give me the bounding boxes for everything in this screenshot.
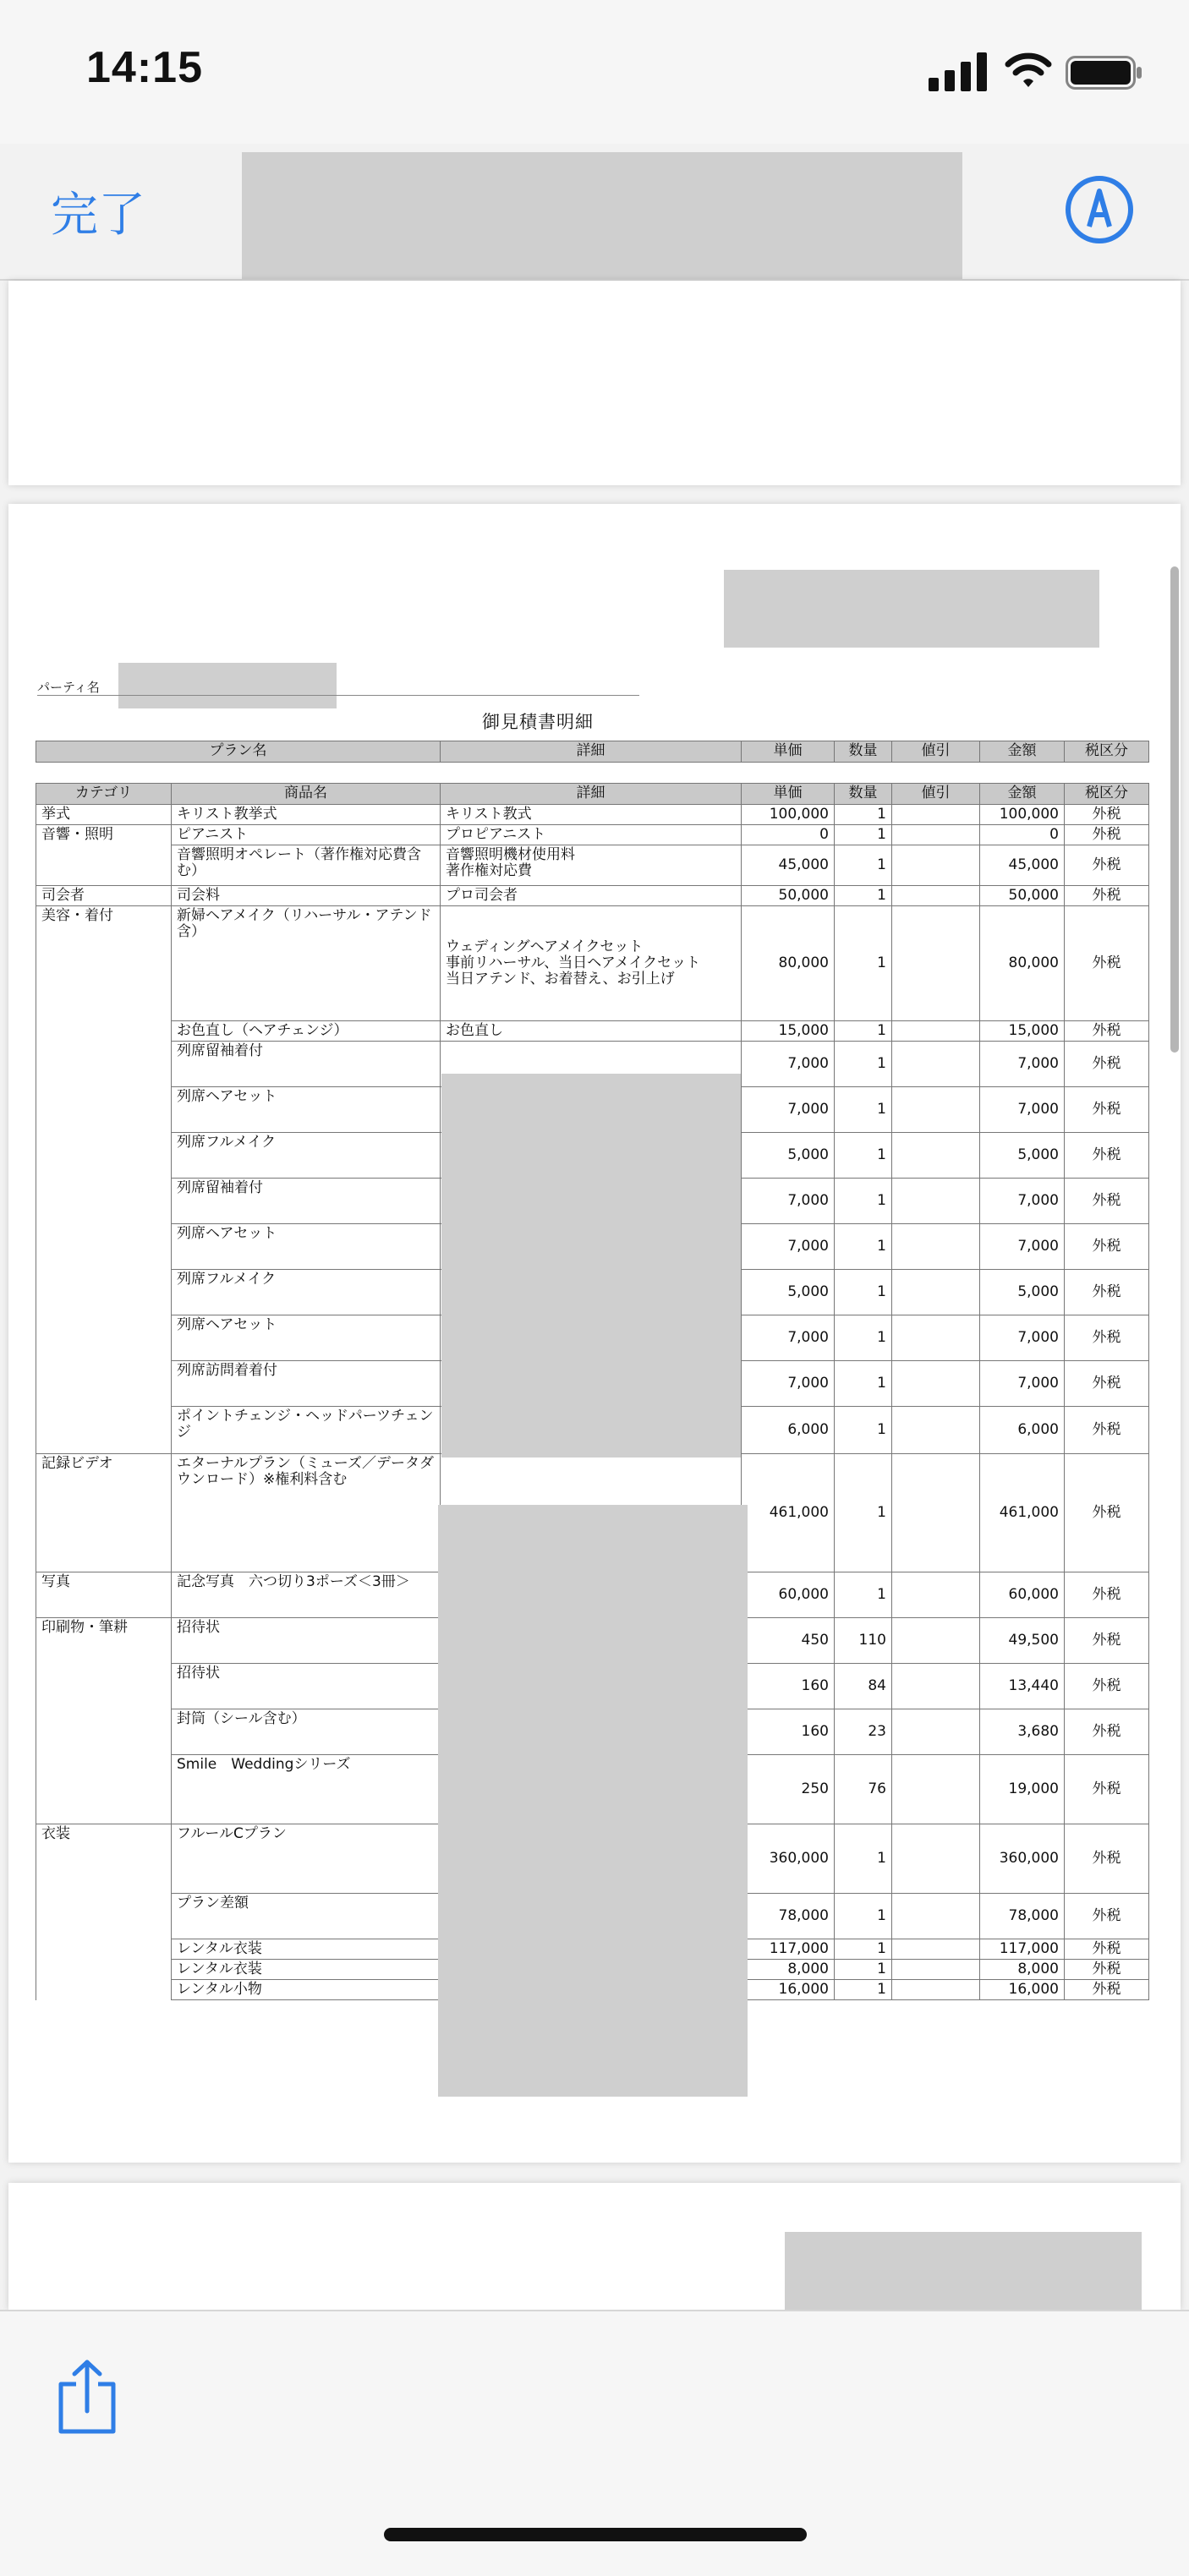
category-cell (36, 1939, 172, 1960)
home-indicator (384, 2528, 807, 2541)
detail-redacted-block-1 (441, 1074, 741, 1458)
price-cell: 78,000 (742, 1894, 835, 1939)
qty-cell: 1 (835, 886, 892, 906)
item-name-cell: 音響照明オペレート（著作権対応費含む） (172, 845, 441, 886)
qty-cell: 76 (835, 1755, 892, 1824)
discount-cell (892, 1824, 980, 1894)
category-header: カテゴリ (36, 784, 172, 805)
price-cell: 100,000 (742, 805, 835, 825)
category-cell (36, 1021, 172, 1042)
item-name-cell: ピアニスト (172, 825, 441, 845)
item-name-header: 商品名 (172, 784, 441, 805)
category-cell (36, 1960, 172, 1980)
discount-cell (892, 1894, 980, 1939)
tax-cell: 外税 (1065, 1894, 1149, 1939)
item-name-cell: 招待状 (172, 1618, 441, 1664)
qty-cell: 1 (835, 1042, 892, 1087)
tax-cell: 外税 (1065, 845, 1149, 886)
amount-cell: 5,000 (980, 1270, 1065, 1315)
qty-cell: 1 (835, 1939, 892, 1960)
price-cell: 360,000 (742, 1824, 835, 1894)
plan-discount-header: 値引 (892, 741, 980, 763)
amount-cell: 7,000 (980, 1224, 1065, 1270)
table-row (36, 805, 1149, 825)
tax-cell: 外税 (1065, 1939, 1149, 1960)
item-name-cell: 列席ヘアセット (172, 1315, 441, 1361)
price-cell: 7,000 (742, 1179, 835, 1224)
amount-cell: 7,000 (980, 1042, 1065, 1087)
plan-amount-header: 金額 (980, 741, 1065, 763)
qty-cell: 1 (835, 1133, 892, 1179)
discount-cell (892, 1939, 980, 1960)
category-cell (36, 1894, 172, 1939)
plan-header-table (36, 741, 1149, 763)
price-cell: 6,000 (742, 1407, 835, 1454)
qty-cell: 1 (835, 1179, 892, 1224)
amount-cell: 45,000 (980, 845, 1065, 886)
item-name-cell: Smile Weddingシリーズ (172, 1755, 441, 1824)
detail-cell: キリスト教式 (441, 805, 742, 825)
amount-cell: 6,000 (980, 1407, 1065, 1454)
tax-cell: 外税 (1065, 1709, 1149, 1755)
price-cell: 0 (742, 825, 835, 845)
discount-cell (892, 886, 980, 906)
discount-cell (892, 825, 980, 845)
amount-cell: 78,000 (980, 1894, 1065, 1939)
item-name-cell: フルールCプラン (172, 1824, 441, 1894)
category-cell (36, 1709, 172, 1755)
detail-header: 詳細 (441, 784, 742, 805)
cellular-signal-icon (929, 52, 988, 91)
discount-cell (892, 1042, 980, 1087)
category-cell: 司会者 (36, 886, 172, 906)
item-name-cell: レンタル衣装 (172, 1939, 441, 1960)
price-cell: 117,000 (742, 1939, 835, 1960)
amount-cell: 0 (980, 825, 1065, 845)
item-name-cell: 列席訪問着着付 (172, 1361, 441, 1407)
detail-cell: お色直し (441, 1021, 742, 1042)
plan-qty-header: 数量 (835, 741, 892, 763)
amount-cell: 7,000 (980, 1315, 1065, 1361)
price-cell: 160 (742, 1664, 835, 1709)
discount-cell (892, 1361, 980, 1407)
category-cell: 美容・着付 (36, 906, 172, 1021)
category-cell (36, 1755, 172, 1824)
qty-cell: 1 (835, 1407, 892, 1454)
amount-cell: 19,000 (980, 1755, 1065, 1824)
discount-cell (892, 1270, 980, 1315)
amount-cell: 7,000 (980, 1087, 1065, 1133)
category-cell: 印刷物・筆耕 (36, 1618, 172, 1664)
category-cell: 記録ビデオ (36, 1454, 172, 1572)
status-time: 14:15 (86, 43, 203, 92)
discount-cell (892, 1021, 980, 1042)
category-cell: 衣装 (36, 1824, 172, 1894)
plan-detail-header: 詳細 (441, 741, 742, 763)
category-cell (36, 1980, 172, 2000)
markup-pen-icon[interactable] (1064, 174, 1135, 245)
plan-tax-header: 税区分 (1065, 741, 1149, 763)
detail-cell: ウェディングヘアメイクセット 事前リハーサル、当日ヘアメイクセット 当日アテンド、お着替え、お引上げ (441, 906, 742, 1021)
discount-cell (892, 1980, 980, 2000)
item-name-cell: お色直し（ヘアチェンジ） (172, 1021, 441, 1042)
item-name-cell: ポイントチェンジ・ヘッドパーツチェンジ (172, 1407, 441, 1454)
item-name-cell: 記念写真 六つ切り3ポーズ＜3冊＞ (172, 1572, 441, 1618)
category-cell (36, 845, 172, 886)
item-name-cell: 司会料 (172, 886, 441, 906)
price-cell: 16,000 (742, 1980, 835, 2000)
table-row (36, 1021, 1149, 1042)
category-cell (36, 1315, 172, 1361)
tax-cell: 外税 (1065, 1270, 1149, 1315)
amount-header: 金額 (980, 784, 1065, 805)
amount-cell: 60,000 (980, 1572, 1065, 1618)
estimate-title: 御見積書明細 (482, 712, 594, 732)
tax-cell: 外税 (1065, 1087, 1149, 1133)
item-name-cell: レンタル衣装 (172, 1960, 441, 1980)
done-button[interactable]: 完了 (51, 188, 145, 243)
qty-cell: 1 (835, 805, 892, 825)
qty-header: 数量 (835, 784, 892, 805)
category-cell (36, 1407, 172, 1454)
amount-cell: 49,500 (980, 1618, 1065, 1664)
tax-cell: 外税 (1065, 1361, 1149, 1407)
qty-cell: 1 (835, 845, 892, 886)
price-cell: 5,000 (742, 1270, 835, 1315)
qty-cell: 1 (835, 906, 892, 1021)
category-cell (36, 1361, 172, 1407)
tax-cell: 外税 (1065, 1960, 1149, 1980)
table-row (36, 886, 1149, 906)
item-name-cell: キリスト教挙式 (172, 805, 441, 825)
party-name-redacted (118, 663, 337, 708)
amount-cell: 3,680 (980, 1709, 1065, 1755)
discount-cell (892, 1664, 980, 1709)
category-cell (36, 1224, 172, 1270)
detail-redacted-block-2 (438, 1505, 748, 2097)
tax-cell: 外税 (1065, 1454, 1149, 1572)
discount-cell (892, 1454, 980, 1572)
discount-cell (892, 1133, 980, 1179)
qty-cell: 1 (835, 1960, 892, 1980)
discount-cell (892, 1179, 980, 1224)
price-cell: 461,000 (742, 1454, 835, 1572)
price-cell: 450 (742, 1618, 835, 1664)
discount-cell (892, 845, 980, 886)
item-name-cell: エターナルプラン（ミューズ／データダウンロード）※権利料含む (172, 1454, 441, 1572)
price-cell: 80,000 (742, 906, 835, 1021)
tax-cell: 外税 (1065, 1133, 1149, 1179)
category-cell (36, 1042, 172, 1087)
amount-cell: 100,000 (980, 805, 1065, 825)
discount-header: 値引 (892, 784, 980, 805)
qty-cell: 1 (835, 1572, 892, 1618)
document-page-1 (8, 281, 1181, 485)
tax-cell: 外税 (1065, 1824, 1149, 1894)
category-cell (36, 1270, 172, 1315)
category-cell (36, 1133, 172, 1179)
discount-cell (892, 805, 980, 825)
party-name-underline (37, 695, 639, 696)
qty-cell: 1 (835, 1361, 892, 1407)
item-name-cell: 招待状 (172, 1664, 441, 1709)
amount-cell: 117,000 (980, 1939, 1065, 1960)
detail-cell: プロ司会者 (441, 886, 742, 906)
tax-cell: 外税 (1065, 886, 1149, 906)
table-row (36, 845, 1149, 886)
qty-cell: 23 (835, 1709, 892, 1755)
discount-cell (892, 1087, 980, 1133)
price-cell: 250 (742, 1755, 835, 1824)
price-header: 単価 (742, 784, 835, 805)
qty-cell: 1 (835, 1224, 892, 1270)
plan-name-header: プラン名 (36, 741, 441, 763)
price-cell: 7,000 (742, 1315, 835, 1361)
qty-cell: 1 (835, 1087, 892, 1133)
tax-cell: 外税 (1065, 1179, 1149, 1224)
discount-cell (892, 1407, 980, 1454)
discount-cell (892, 1709, 980, 1755)
table-row (36, 825, 1149, 845)
amount-cell: 7,000 (980, 1361, 1065, 1407)
discount-cell (892, 1224, 980, 1270)
detail-cell: プロピアニスト (441, 825, 742, 845)
item-name-cell: 列席留袖着付 (172, 1042, 441, 1087)
price-cell: 45,000 (742, 845, 835, 886)
item-name-cell: 列席ヘアセット (172, 1224, 441, 1270)
detail-cell: 音響照明機材使用料 著作権対応費 (441, 845, 742, 886)
qty-cell: 1 (835, 1824, 892, 1894)
amount-cell: 8,000 (980, 1960, 1065, 1980)
qty-cell: 1 (835, 1980, 892, 2000)
price-cell: 7,000 (742, 1042, 835, 1087)
wifi-icon (1005, 51, 1052, 90)
redacted-block (724, 570, 1099, 648)
amount-cell: 50,000 (980, 886, 1065, 906)
price-cell: 5,000 (742, 1133, 835, 1179)
qty-cell: 1 (835, 1894, 892, 1939)
category-cell (36, 1664, 172, 1709)
amount-cell: 5,000 (980, 1133, 1065, 1179)
price-cell: 50,000 (742, 886, 835, 906)
tax-cell: 外税 (1065, 1980, 1149, 2000)
qty-cell: 1 (835, 1315, 892, 1361)
share-icon[interactable] (56, 2359, 118, 2435)
tax-cell: 外税 (1065, 805, 1149, 825)
tax-cell: 外税 (1065, 1315, 1149, 1361)
tax-cell: 外税 (1065, 1664, 1149, 1709)
qty-cell: 84 (835, 1664, 892, 1709)
table-row (36, 906, 1149, 1021)
discount-cell (892, 1315, 980, 1361)
tax-cell: 外税 (1065, 1618, 1149, 1664)
price-cell: 60,000 (742, 1572, 835, 1618)
discount-cell (892, 1618, 980, 1664)
discount-cell (892, 1960, 980, 1980)
price-cell: 7,000 (742, 1087, 835, 1133)
category-cell (36, 1179, 172, 1224)
battery-icon (1066, 56, 1143, 90)
amount-cell: 7,000 (980, 1179, 1065, 1224)
category-cell (36, 1087, 172, 1133)
price-cell: 7,000 (742, 1224, 835, 1270)
category-cell: 挙式 (36, 805, 172, 825)
item-name-cell: 封筒（シール含む） (172, 1709, 441, 1755)
amount-cell: 360,000 (980, 1824, 1065, 1894)
tax-cell: 外税 (1065, 1755, 1149, 1824)
amount-cell: 80,000 (980, 906, 1065, 1021)
qty-cell: 110 (835, 1618, 892, 1664)
price-cell: 15,000 (742, 1021, 835, 1042)
item-name-cell: プラン差額 (172, 1894, 441, 1939)
tax-cell: 外税 (1065, 906, 1149, 1021)
discount-cell (892, 906, 980, 1021)
price-cell: 8,000 (742, 1960, 835, 1980)
qty-cell: 1 (835, 1454, 892, 1572)
qty-cell: 1 (835, 1270, 892, 1315)
item-name-cell: レンタル小物 (172, 1980, 441, 2000)
item-name-cell: 列席フルメイク (172, 1133, 441, 1179)
amount-cell: 16,000 (980, 1980, 1065, 2000)
discount-cell (892, 1755, 980, 1824)
item-name-cell: 新婦ヘアメイク（リハーサル・アテンド含） (172, 906, 441, 1021)
amount-cell: 461,000 (980, 1454, 1065, 1572)
tax-header: 税区分 (1065, 784, 1149, 805)
item-name-cell: 列席ヘアセット (172, 1087, 441, 1133)
document-title-redacted (242, 152, 962, 279)
qty-cell: 1 (835, 825, 892, 845)
discount-cell (892, 1572, 980, 1618)
plan-price-header: 単価 (742, 741, 835, 763)
item-name-cell: 列席留袖着付 (172, 1179, 441, 1224)
price-cell: 160 (742, 1709, 835, 1755)
category-cell: 写真 (36, 1572, 172, 1618)
party-name-label: パーティ名 (37, 680, 100, 695)
tax-cell: 外税 (1065, 1021, 1149, 1042)
price-cell: 7,000 (742, 1361, 835, 1407)
status-bar (0, 0, 1189, 144)
category-cell: 音響・照明 (36, 825, 172, 845)
amount-cell: 15,000 (980, 1021, 1065, 1042)
tax-cell: 外税 (1065, 825, 1149, 845)
tax-cell: 外税 (1065, 1407, 1149, 1454)
tax-cell: 外税 (1065, 1224, 1149, 1270)
tax-cell: 外税 (1065, 1572, 1149, 1618)
scrollbar[interactable] (1170, 566, 1179, 1053)
amount-cell: 13,440 (980, 1664, 1065, 1709)
tax-cell: 外税 (1065, 1042, 1149, 1087)
item-name-cell: 列席フルメイク (172, 1270, 441, 1315)
qty-cell: 1 (835, 1021, 892, 1042)
